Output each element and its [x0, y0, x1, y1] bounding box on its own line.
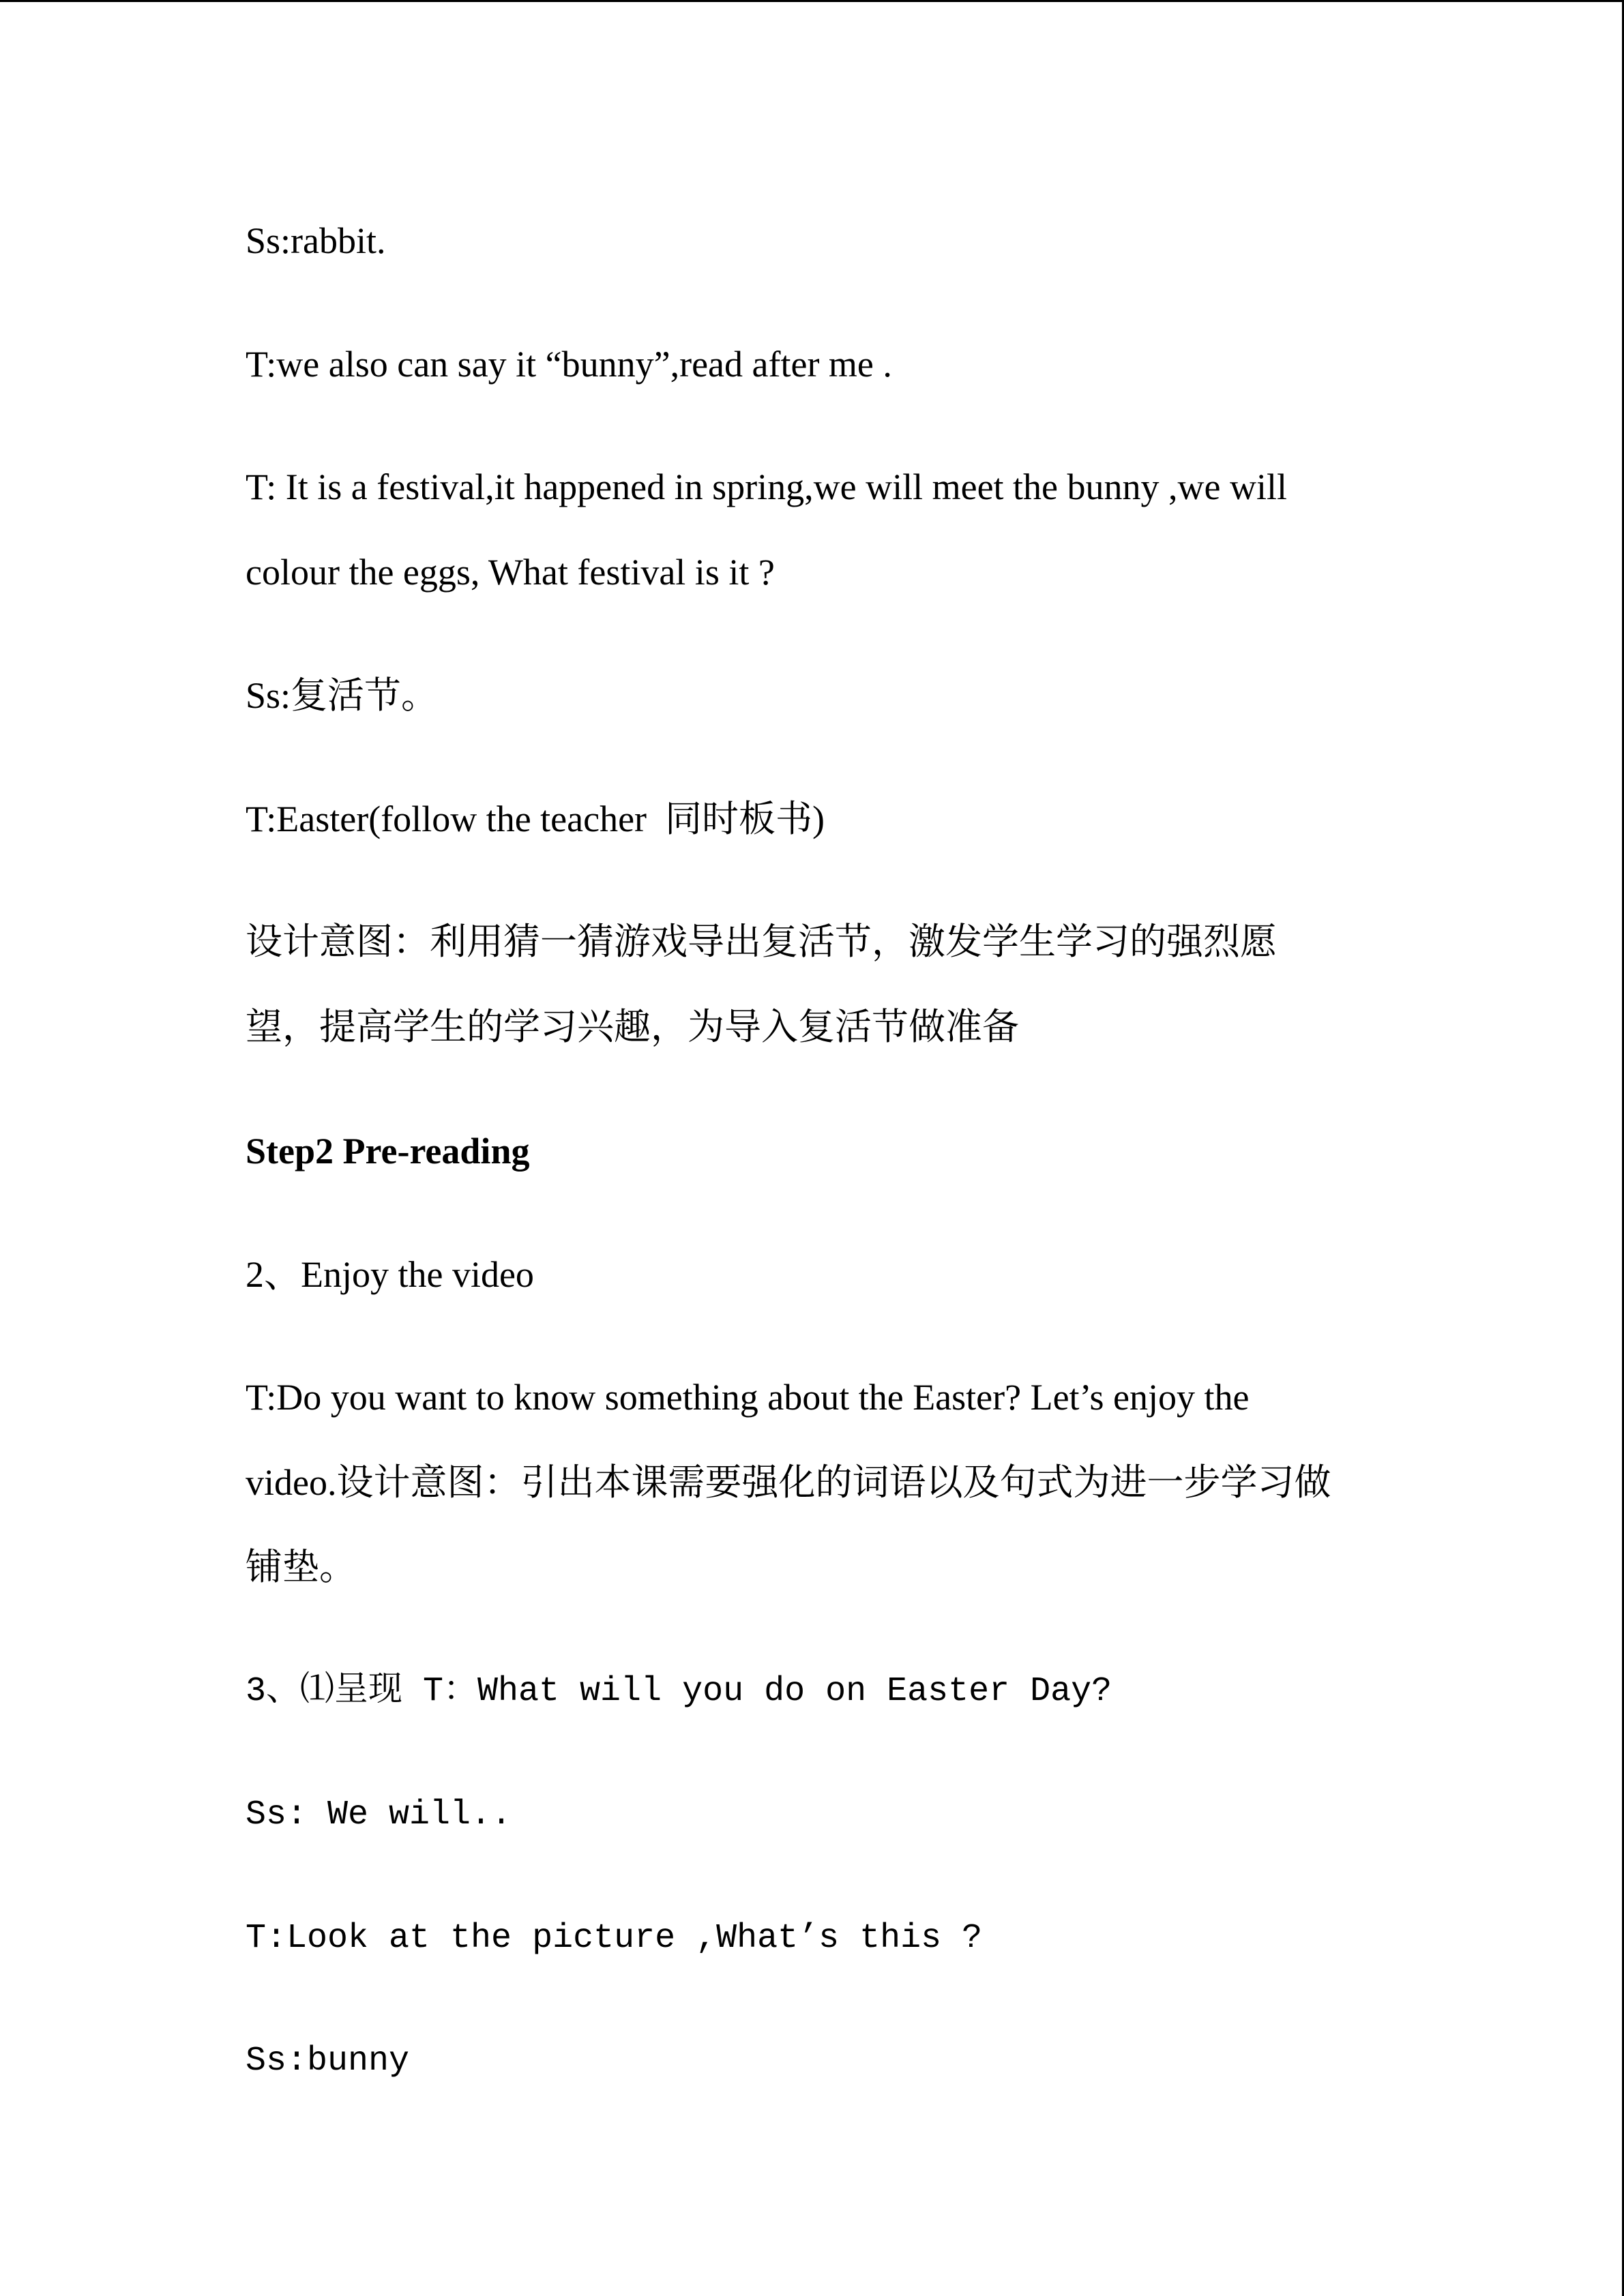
- text-line: T:Easter(follow the teacher 同时板书): [246, 799, 825, 839]
- text-line: Ss:复活节。: [246, 675, 439, 716]
- section-heading: Step2 Pre-reading: [246, 1131, 530, 1172]
- text-line: T: It is a festival,it happened in spring,we will meet the bunny ,we will: [246, 466, 1287, 507]
- text-line: 2、Enjoy the video: [246, 1254, 534, 1295]
- text-line: 3、⑴呈现 T：What will you do on Easter Day?: [246, 1672, 1112, 1711]
- text-line: colour the eggs, What festival is it ?: [246, 552, 775, 593]
- text-line: 铺垫。: [246, 1547, 356, 1587]
- text-line: T:we also can say it “bunny”,read after me .: [246, 344, 892, 385]
- text-line: 望，提高学生的学习兴趣，为导入复活节做准备: [246, 1007, 1019, 1047]
- text-line: T:Do you want to know something about the Easter? Let’s enjoy the: [246, 1377, 1250, 1418]
- text-line: Ss:rabbit.: [246, 220, 386, 261]
- text-line: video.设计意图：引出本课需要强化的词语以及句式为进一步学习做: [246, 1462, 1331, 1503]
- text-line: Ss:bunny: [246, 2042, 410, 2081]
- text-line: 设计意图：利用猜一猜游戏导出复活节，激发学生学习的强烈愿: [246, 921, 1277, 962]
- text-line: T:Look at the picture ,What’s this ?: [246, 1919, 983, 1958]
- text-line: Ss: We will..: [246, 1795, 512, 1834]
